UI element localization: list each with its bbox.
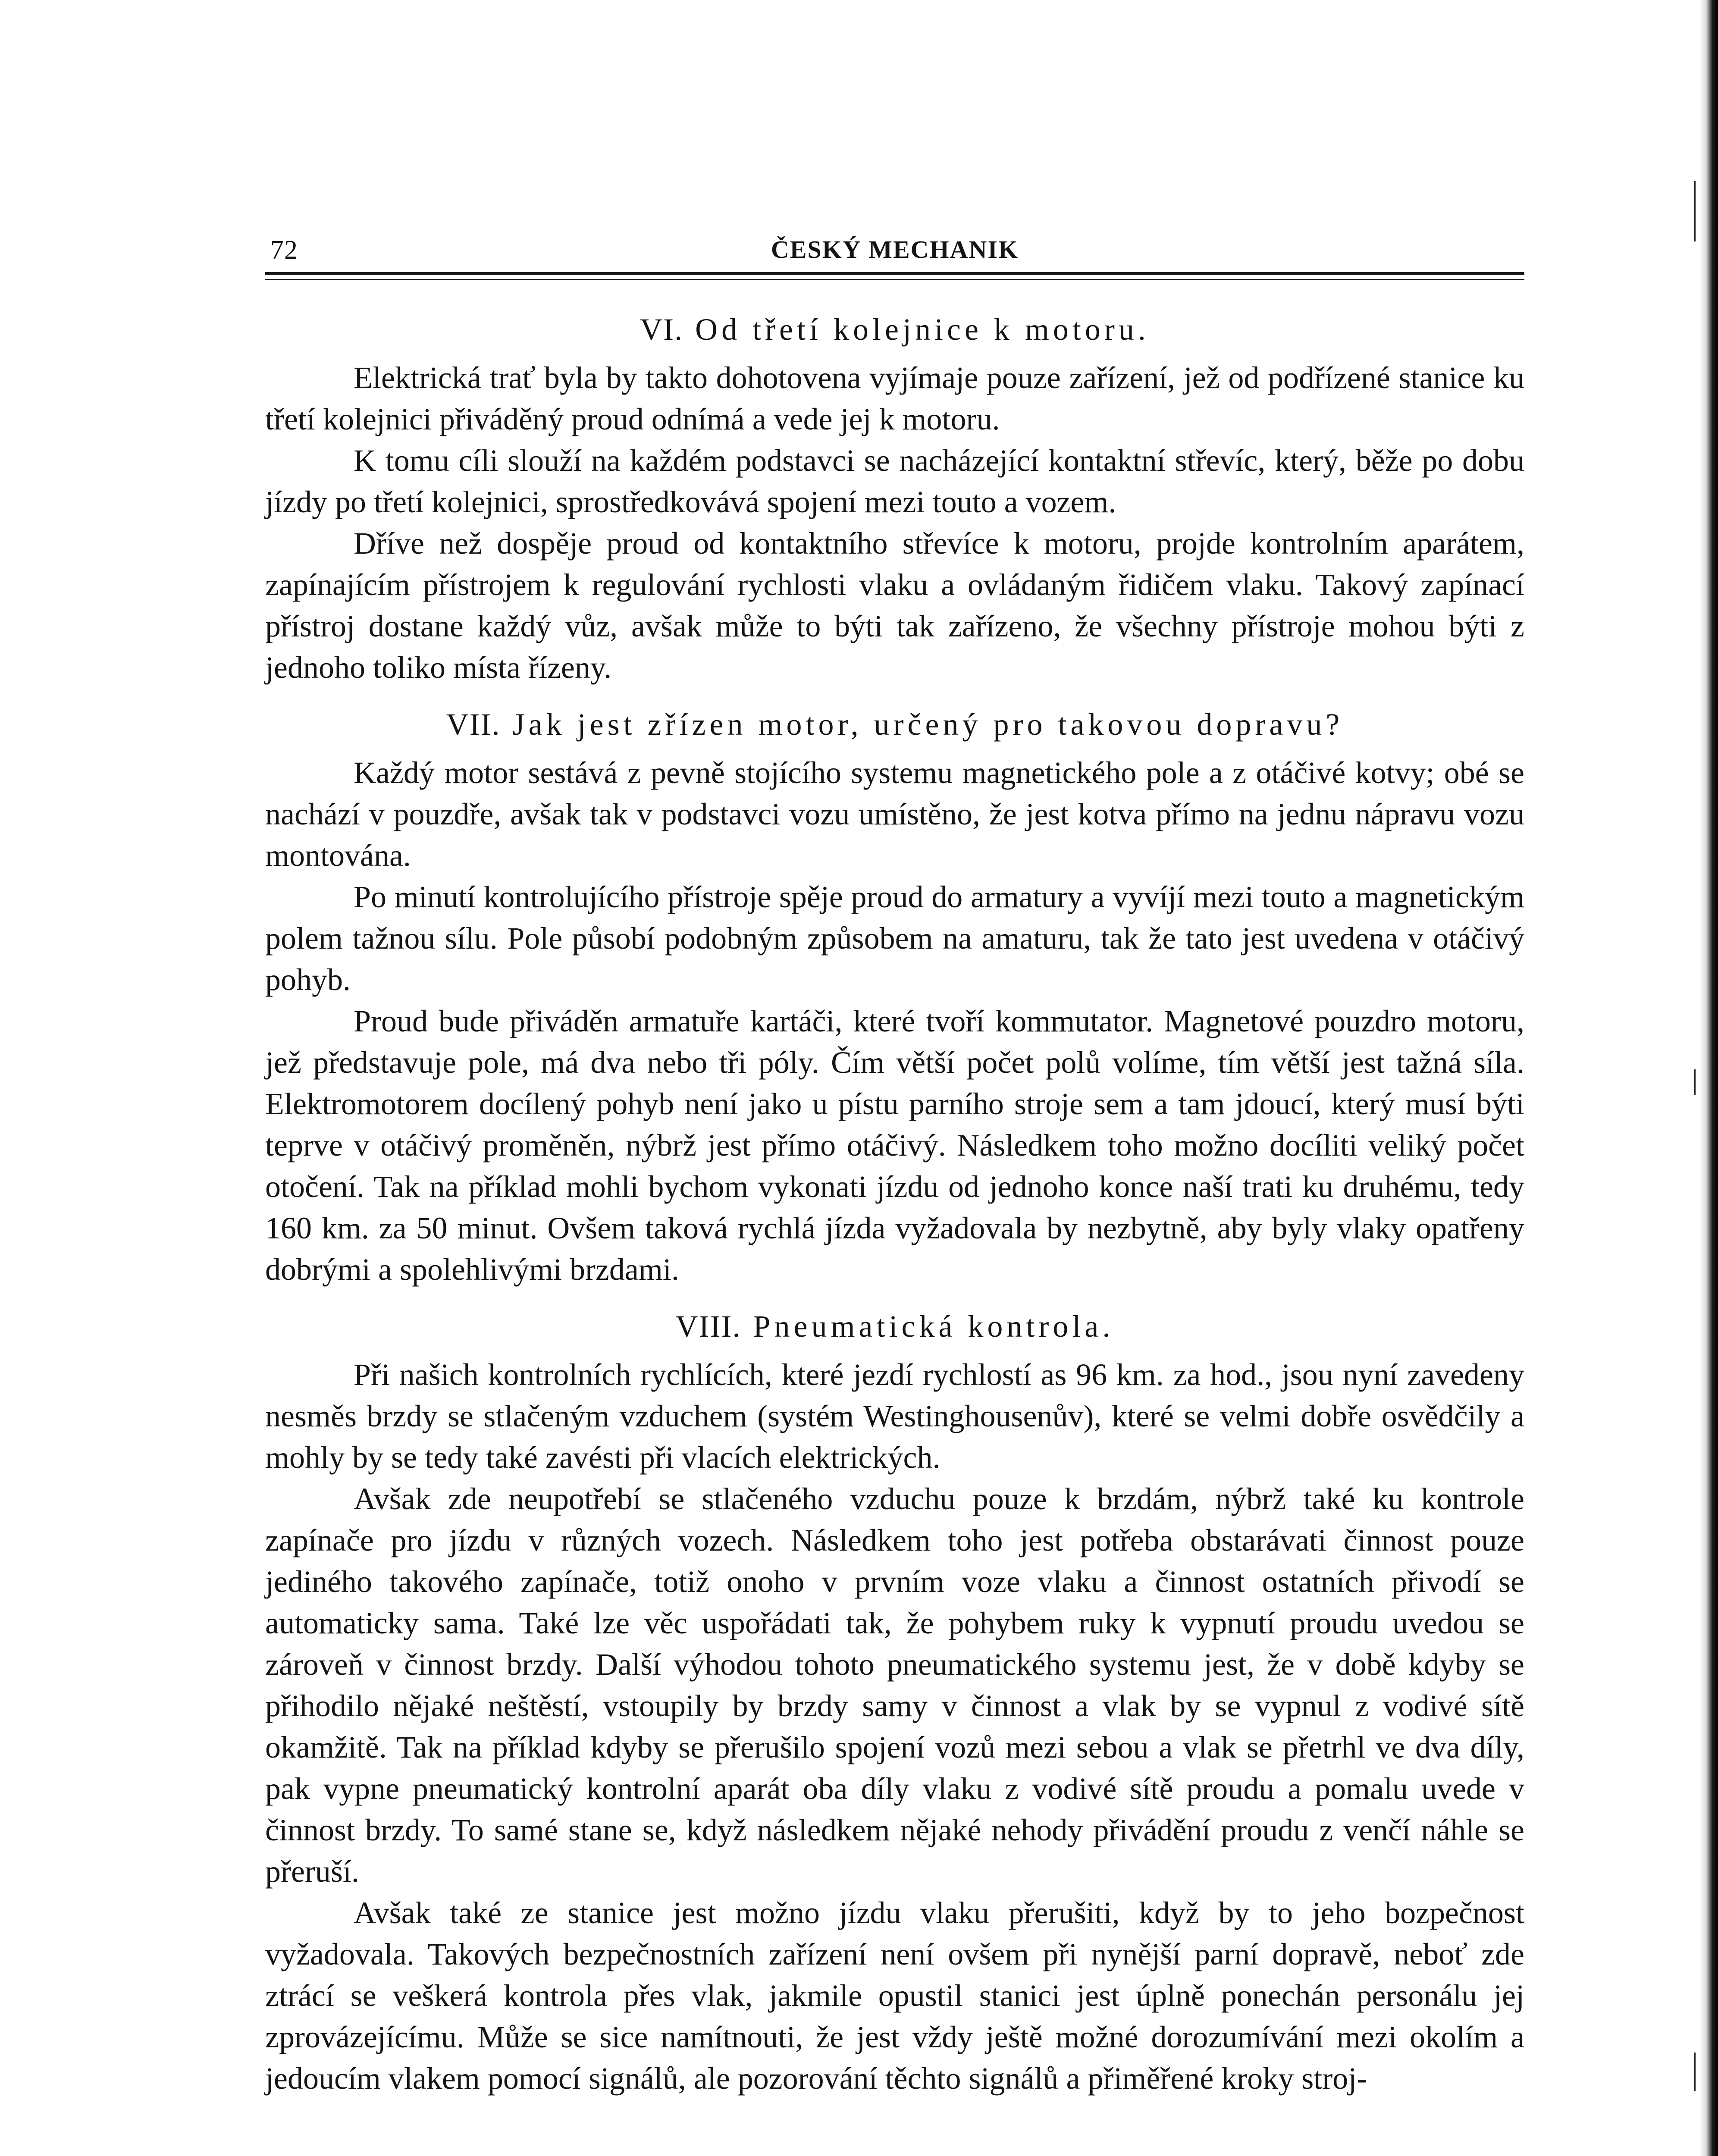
scan-edge-mark — [1694, 2053, 1696, 2091]
scan-edge-mark — [1694, 181, 1696, 241]
paragraph: Při našich kontrolních rychlících, které jezdí rychlostí as 96 km. za hod., jsou nyní zavedeny nesměs brzdy se stlačeným vzduchem (systém Westinghousenův), které se velmi dobře osvědčily a mohly by se tedy také zavésti při vlacích elektrických. — [265, 1357, 1524, 1475]
journal-title: ČESKÝ MECHANIK — [771, 235, 1019, 263]
document-page — [265, 235, 1524, 2099]
paragraph: Proud bude přiváděn armatuře kartáči, které tvoří kommutator. Magnetové pouzdro motoru, jež představuje pole, má dva nebo tři póly. Čím větší počet polů volíme, tím větší jest tažná síla. Elektromotorem docílený pohyb není jako u pístu parního stroje sem a tam jdoucí, který musí býti teprve v otáčivý proměněn, nýbrž jest přímo otáčivý. Následkem toho možno docíliti veliký počet otočení. Tak na příklad mohli bychom vykonati jízdu od jednoho konce naší trati ku druhému, tedy 160 km. za 50 minut. Ovšem taková rychlá jízda vyžadovala by nezbytně, aby byly vlaky opatřeny dobrými a spolehlivými brzdami. — [265, 1004, 1524, 1287]
scan-page-edge — [1700, 0, 1718, 2156]
header-rule-thick — [265, 272, 1524, 275]
section-title: Pneumatická kontrola. — [753, 1309, 1114, 1344]
section-number: VI. — [640, 312, 683, 347]
running-header — [265, 235, 1524, 270]
section-title: Jak jest zřízen motor, určený pro takovou dopravu? — [512, 707, 1344, 742]
paragraph: Po minutí kontrolujícího přístroje spěje proud do armatury a vyvíjí mezi touto a magnetickým polem tažnou sílu. Pole působí podobným způsobem na amaturu, tak že tato jest uvedena v otáčivý pohyb. — [265, 880, 1524, 997]
page-number: 72 — [270, 235, 298, 265]
paragraph: Každý motor sestává z pevně stojícího systemu magnetického pole a z otáčivé kotvy; obé se nachází v pouzdře, avšak tak v podstavci vozu umístěno, že jest kotva přímo na jednu nápravu vozu montována. — [265, 755, 1524, 873]
paragraph: Avšak také ze stanice jest možno jízdu vlaku přerušiti, když by to jeho bozpečnost vyžadovala. Takových bezpečnostních zařízení není ovšem při nynější parní dopravě, neboť zde ztrácí se veškerá kontrola přes vlak, jakmile opustil stanici jest úplně ponechán personálu jej zprovázejícímu. Může se sice namítnouti, že jest vždy ještě možné dorozumívání mezi okolím a jedoucím vlakem pomocí signálů, ale pozorování těchto signálů a přiměřené kroky stroj- — [265, 1896, 1524, 2096]
header-rule-thin — [265, 279, 1524, 280]
article-body — [265, 309, 1524, 2099]
paragraph: K tomu cíli slouží na každém podstavci se nacházející kontaktní střevíc, který, běže po dobu jízdy po třetí kolejnici, sprostředkovává spojení mezi touto a vozem. — [265, 443, 1524, 519]
section-title: Od třetí kolejnice k motoru. — [695, 312, 1150, 347]
section-heading — [265, 309, 1524, 350]
scan-edge-mark — [1694, 1069, 1696, 1095]
section-number: VIII. — [675, 1309, 741, 1344]
section-heading — [265, 704, 1524, 745]
paragraph: Avšak zde neupotřebí se stlačeného vzduchu pouze k brzdám, nýbrž také ku kontrole zapínače pro jízdu v různých vozech. Následkem toho jest potřeba obstarávati činnost pouze jediného takového zapínače, totiž onoho v prvním voze vlaku a činnost ostatních přivodí se automaticky sama. Také lze věc uspořádati tak, že pohybem ruky k vypnutí proudu uvedou se zároveň v činnost brzdy. Další výhodou tohoto pneumatického systemu jest, že v době kdyby se přihodilo nějaké neštěstí, vstoupily by brzdy samy v činnost a vlak by se vypnul z vodivé sítě okamžitě. Tak na příklad kdyby se přerušilo spojení vozů mezi sebou a vlak se přetrhl ve dva díly, pak vypne pneumatický kontrolní aparát oba díly vlaku z vodivé sítě proudu a pomalu uvede v činnost brzdy. To samé stane se, když následkem nějaké nehody přivádění proudu z venčí náhle se přeruší. — [265, 1482, 1524, 1889]
section-number: VII. — [446, 707, 501, 742]
paragraph: Dříve než dospěje proud od kontaktního střevíce k motoru, projde kontrolním aparátem, zapínajícím přístrojem k regulování rychlosti vlaku a ovládaným řidičem vlaku. Takový zapínací přístroj dostane každý vůz, avšak může to býti tak zařízeno, že všechny přístroje mohou býti z jednoho toliko místa řízeny. — [265, 526, 1524, 685]
paragraph: Elektrická trať byla by takto dohotovena vyjímaje pouze zařízení, jež od podřízené stanice ku třetí kolejnici přiváděný proud odnímá a vede jej k motoru. — [265, 360, 1524, 436]
section-heading — [265, 1306, 1524, 1347]
